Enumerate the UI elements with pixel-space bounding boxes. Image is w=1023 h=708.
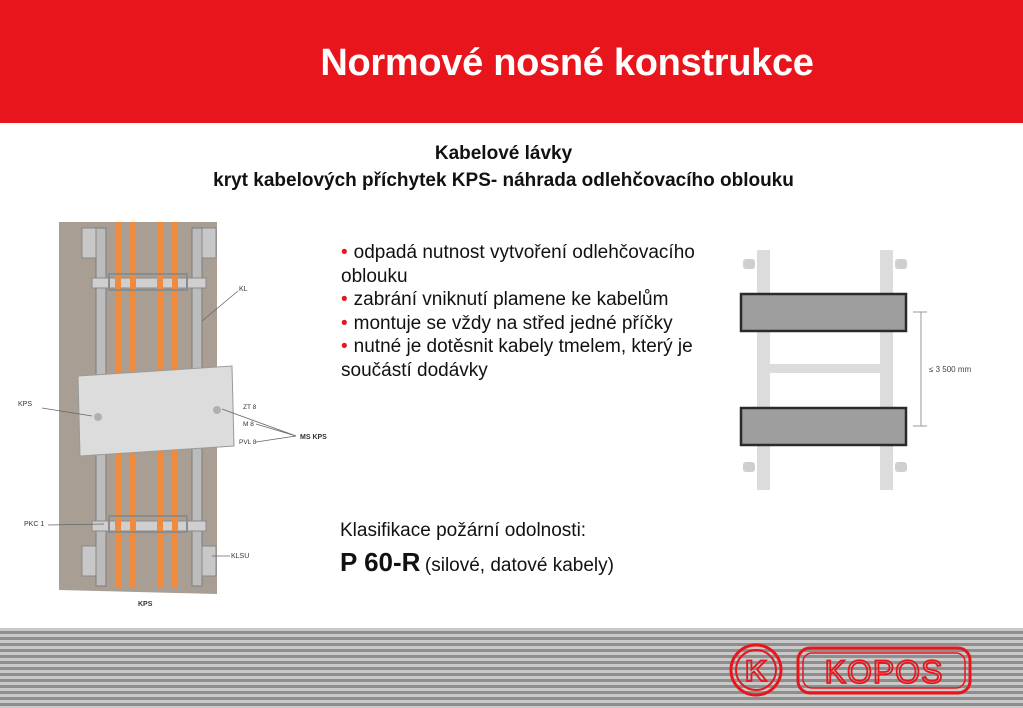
label-pvl8: PVL 8	[239, 439, 257, 446]
classification-note: (silové, datové kabely)	[424, 555, 614, 576]
label-ms-kps: MS KPS	[300, 434, 327, 441]
diagram-bolt	[895, 259, 907, 269]
classification-value	[340, 547, 614, 578]
wall-bracket	[202, 546, 216, 576]
label-kl: KL	[239, 286, 248, 293]
list-item: • zabrání vniknutí plamene ke kabelům	[341, 289, 669, 310]
label-m8: M 8	[243, 421, 254, 428]
label-klsu: KLSU	[231, 553, 250, 560]
dimension-label: ≤ 3 500 mm	[929, 365, 972, 374]
cover-screw	[94, 413, 102, 421]
ladder-diagram	[700, 240, 1000, 500]
bullet-dot: •	[341, 242, 348, 263]
logo-emblem-letter: K	[745, 655, 767, 688]
label-zt8: ZT 8	[243, 404, 257, 411]
list-item: • montuje se vždy na střed jedné příčky	[341, 312, 673, 334]
diagram-rung	[760, 364, 885, 373]
photo-caption: KPS	[138, 601, 153, 608]
diagram-bolt	[743, 259, 755, 269]
label-kps-left: KPS	[18, 401, 33, 408]
subtitle-line-2: kryt kabelových příchytek KPS- náhrada odlehčovacího oblouku	[213, 170, 794, 191]
list-item: • nutné je dotěsnit kabely tmelem, který je součástí dodávky	[341, 336, 693, 381]
label-pkc1: PKC 1	[24, 521, 45, 528]
bullet-dot: •	[341, 336, 348, 357]
leader-line	[256, 424, 296, 436]
list-item: • odpadá nutnost vytvoření odlehčovacího oblouku	[341, 242, 695, 287]
diagram-cover-bottom	[741, 408, 906, 445]
wall-bracket	[82, 546, 96, 576]
leader-line	[256, 436, 296, 442]
diagram-bolt	[895, 462, 907, 472]
cover-screw	[213, 406, 221, 414]
product-illustration	[12, 216, 342, 616]
bullet-dot: •	[341, 289, 348, 310]
diagram-cover-top	[741, 294, 906, 331]
logo-wordmark: KOPOS	[824, 654, 944, 690]
wall-bracket	[82, 228, 96, 258]
page-title: Normové nosné konstrukce	[320, 42, 814, 84]
bullet-dot: •	[341, 312, 348, 334]
classification-code: P 60-R	[340, 547, 421, 577]
wall-bracket	[202, 228, 216, 258]
diagram-bolt	[743, 462, 755, 472]
feature-list	[341, 241, 711, 382]
kps-cover	[78, 366, 234, 456]
subtitle-line-1: Kabelové lávky	[434, 143, 573, 164]
classification-label: Klasifikace požární odolnosti:	[340, 520, 587, 541]
kopos-logo	[728, 640, 978, 700]
